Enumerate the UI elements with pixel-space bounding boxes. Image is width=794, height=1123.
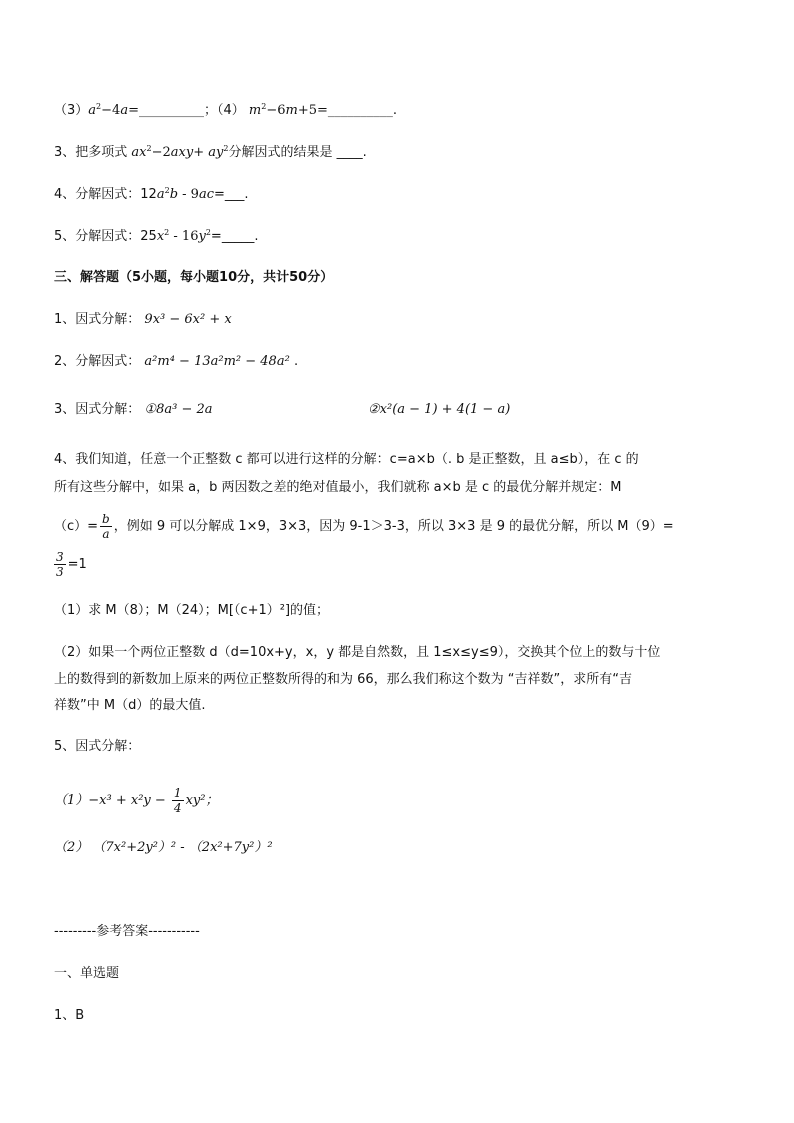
solve-question-3-part-2: ②x²(a − 1) + 4(1 − a): [368, 402, 511, 417]
solve-question-5-part-1: （1）−x³ + x²y − $\frac{1}{4}$ xy²；: [54, 786, 219, 815]
fraction-1-over-4: $\frac{1}{4}$: [173, 786, 182, 815]
fill-question-5: 5、分解因式：$25x^2$ - $16y^2=\_\_\_\_\_$.: [54, 228, 259, 244]
solve-question-3: 3、因式分解： ①8a³ − 2a: [54, 402, 213, 417]
solve-question-1: 1、因式分解： 9x³ − 6x² + x: [54, 312, 232, 327]
solve-question-2: 2、分解因式： a²m⁴ − 13a²m² − 48a² .: [54, 354, 299, 369]
fill-question-3: 3、把多项式 $ax^2-2axy+ ay^2$分解因式的结果是 ____.: [54, 144, 367, 160]
section-3-title: 三、解答题（5小题，每小题10分，共计50分）: [54, 270, 334, 285]
fraction-3-over-3: $\frac{3}{3}$: [56, 550, 64, 579]
answer-1: 1、B: [54, 1008, 85, 1023]
solve-question-5-title: 5、因式分解：: [54, 739, 141, 754]
solve-question-4-line-4: $\frac{3}{3}$ =1: [56, 550, 87, 579]
answer-divider: ---------参考答案-----------: [54, 924, 200, 939]
solve-question-4-sub-2-line-2: 上的数得到的新数加上原来的两位正整数所得的和为 66，那么我们称这个数为 “吉祥数”，求所有“吉: [54, 672, 633, 687]
q3-q4-fill-line: $(3)a^2-4a=\_\_\_\_\_\_\_\_\_\_$；（4） $m^2-6m+5=\_\_\_\_\_\_\_\_\_\_$.: [54, 102, 398, 118]
fraction-b-over-a: $\frac{b}{a}$: [102, 512, 110, 541]
solve-question-4-line-3: （c）= $\frac{b}{a}$ ，例如 9 可以分解成 1×9，3×3，因为 9-1＞3-3，所以 3×3 是 9 的最优分解，所以 M（9）=: [54, 512, 674, 541]
solve-question-4-line-2: 所有这些分解中，如果 a，b 两因数之差的绝对值最小，我们就称 a×b 是 c 的最优分解并规定：M: [54, 480, 622, 495]
solve-question-5-part-2: （2） （7x²+2y²）² - （2x²+7y²）²: [54, 840, 273, 855]
fill-question-4: 4、分解因式：$12a^2b$ - 9ac=___.: [54, 186, 249, 202]
solve-question-4-line-1: 4、我们知道，任意一个正整数 c 都可以进行这样的分解：c=a×b（. b 是正整数，且 a≤b），在 c 的: [54, 452, 639, 467]
solve-question-4-sub-2-line-1: （2）如果一个两位正整数 d（d=10x+y，x，y 都是自然数，且 1≤x≤y≤9），交换其个位上的数与十位: [54, 645, 661, 660]
solve-question-4-sub-2-line-3: 祥数”中 M（d）的最大值.: [54, 698, 206, 713]
solve-question-4-sub-1: （1）求 M（8）；M（24）；M[（c+1）²]的值；: [54, 603, 330, 618]
answer-section-1-title: 一、单选题: [54, 966, 120, 981]
